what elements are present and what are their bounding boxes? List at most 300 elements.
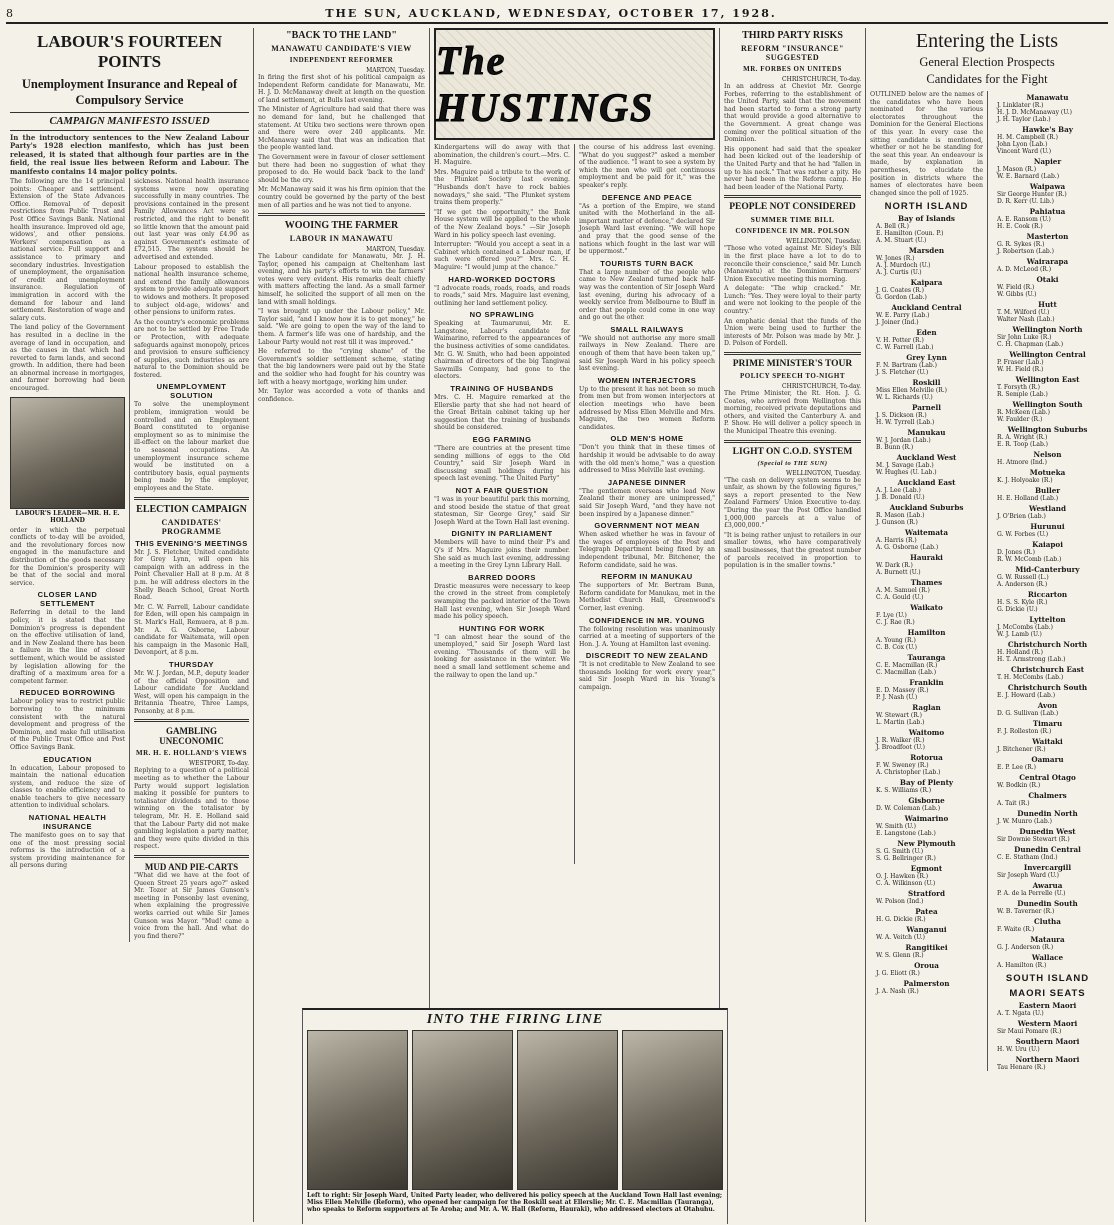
candidate-name: A. Anderson (R.) <box>997 581 1048 588</box>
body-paragraph: "I was brought up under the Labour policy," Mr. Taylor said, "and I know how it is to get money," he said. "We are going to open the way of the land to them. A farmer's life was one of hardship, and the Labour Party would not rest till it was improved." <box>258 308 425 346</box>
candidate-name: F. J. Rolleston (R.) <box>997 728 1052 735</box>
candidate-name: W. Smith (U.) <box>876 823 916 831</box>
subhead: (Special to THE SUN) <box>757 459 828 467</box>
region-heading-south: SOUTH ISLAND <box>1005 973 1090 984</box>
candidate-name: Sir Maui Pomare (R.) <box>997 1028 1062 1035</box>
candidate-name: D. R. Kerr (U. Lib.) <box>997 198 1054 205</box>
column-third-party <box>720 28 866 1222</box>
electorate-name: Mid-Canterbury <box>1015 565 1080 574</box>
candidate-name: C. J. Rae (R.) <box>876 619 915 627</box>
electorate-name: Wellington East <box>1015 375 1080 384</box>
electorate-name: Hawke's Bay <box>1022 125 1073 134</box>
candidate-name: G. W. Forbes (U.) <box>997 531 1049 538</box>
candidate-name: Tau Henare (R.) <box>997 1064 1046 1071</box>
ward-photo <box>307 1030 408 1190</box>
electorate-name: Raglan <box>912 703 941 713</box>
headline-prime-minister-tour: PRIME MINISTER'S TOUR <box>732 359 853 370</box>
candidate-name: V. H. Potter (R.) <box>876 337 924 345</box>
electorate-name: Lyttelton <box>1029 615 1066 624</box>
column-entering-lists <box>866 28 1108 1222</box>
section-heading: EDUCATION <box>43 754 92 764</box>
electorate-name: Eden <box>916 328 937 338</box>
candidate-name: D. G. Sullivan (Lab.) <box>997 710 1059 717</box>
column-labour-manifesto <box>6 28 254 1222</box>
body-paragraph: The Minister of Agriculture had said that there was no demand for land, but he challenged that statement. At Utiku two sections were thrown open and there were over 240 applicants. Mr. McManaway said that that was an indication that the people wanted land. <box>258 106 425 152</box>
candidate-name: C. A. Wilkinson (U.) <box>876 880 936 888</box>
body-paragraph: Interrupter: "Would you accept a seat in a Cabinet which contained a Labour man, if such were offered you?" Mrs. C. H. Maguire: "I would jump at the chance." <box>434 241 570 271</box>
electorate-name: Manawatu <box>1026 93 1069 102</box>
candidate-name: J. Bitchener (R.) <box>997 746 1046 753</box>
body-paragraph: The following resolution was unanimously carried at a meeting of supporters of the Hon. J. A. Young at Hamilton last evening. <box>579 625 715 648</box>
candidate-name: T. M. Wilford (U.) <box>997 309 1050 316</box>
headline-cod-system: LIGHT ON C.O.D. SYSTEM <box>732 446 853 457</box>
electorate-name: Thames <box>910 578 943 588</box>
candidate-name: H. W. Tyrrell (Lab.) <box>876 419 935 427</box>
subhead: MANAWATU CANDIDATE'S VIEW <box>271 44 412 53</box>
candidate-name: J. Linklater (R.) <box>997 102 1044 109</box>
candidate-name: F. N. Bartram (Lab.) <box>876 362 938 370</box>
electorate-list-north <box>870 214 983 995</box>
candidate-name: A. Harris (R.) <box>876 537 917 545</box>
candidate-name: A. M. Samuel (R.) <box>876 587 930 595</box>
candidate-name: J. G. Eliott (R.) <box>876 970 920 978</box>
headline-mud: MUD AND PIE-CARTS <box>144 862 239 872</box>
electorate-name: Dunedin North <box>1017 809 1078 818</box>
firing-line-section <box>302 1008 728 1224</box>
electorate-name: Wellington Central <box>1009 350 1086 359</box>
electorate-name: Awarua <box>1032 881 1063 890</box>
candidate-name: D. W. Coleman (Lab.) <box>876 805 941 813</box>
candidate-name: W. J. Lamb (U.) <box>997 631 1042 638</box>
candidate-name: R. Semple (Lab.) <box>997 391 1048 398</box>
electorate-name: Chalmers <box>1028 791 1067 800</box>
candidate-name: W. E. Barnard (Lab.) <box>997 173 1060 180</box>
electorate-name: Nelson <box>1033 450 1062 459</box>
hall-photo <box>622 1030 723 1190</box>
dateline: WELLINGTON, Tuesday. <box>786 238 861 246</box>
hustings-title: The HUSTINGS <box>436 38 655 130</box>
candidate-name: S. G. Smith (U.) <box>876 848 924 856</box>
photo-caption: LABOUR'S LEADER—MR. H. E. HOLLAND <box>15 509 120 524</box>
candidate-name: John Lyon (Lab.) <box>997 141 1048 148</box>
candidate-name: D. Jones (R.) <box>997 549 1035 556</box>
dateline: MARTON, Tuesday. <box>366 67 425 74</box>
body-paragraph: In an address at Cheviot Mr. George Forbes, referring to the establishment of the United Party, said that the movement had been started to form a strong party that would provide a good alternative to the Government. A great change was coming over the political situation of the Dominion. <box>724 83 861 144</box>
dateline: MARTON, Tuesday. <box>366 246 425 254</box>
section-heading: TOURISTS TURN BACK <box>600 258 694 268</box>
candidate-name: C. A. Gould (U.) <box>876 594 924 602</box>
candidate-name: J. Robertson (Lab.) <box>997 248 1055 255</box>
electorate-name: Napier <box>1033 157 1062 166</box>
electorate-name: Auckland East <box>897 478 956 488</box>
candidate-name: J. B. Donald (U.) <box>876 494 925 502</box>
candidate-name: Sir George Hunter (R.) <box>997 191 1067 198</box>
candidate-name: Sir Joseph Ward (U.) <box>997 872 1059 879</box>
page-number: 8 <box>6 6 14 20</box>
candidate-name: W. E. Parry (Lab.) <box>876 312 930 320</box>
body-paragraph: A delegate: "The whip cracked." Mr. Lunch: "Yes. They were loyal to their party and were not looking to the people of the country." <box>724 285 861 316</box>
candidate-name: F. Waite (R.) <box>997 926 1035 933</box>
candidate-name: C. W. Farrell (Lab.) <box>876 344 934 352</box>
electorate-name: Westland <box>1028 504 1067 513</box>
section-heading: EGG FARMING <box>472 435 532 444</box>
electorate-name: Grey Lynn <box>906 353 947 363</box>
candidate-name: P. A. de la Perrelle (U.) <box>997 890 1066 897</box>
section-heading: HUNTING FOR WORK <box>459 623 545 633</box>
headline-third-party: THIRD PARTY RISKS <box>742 30 843 41</box>
dateline: CHRISTCHURCH, To-day. <box>782 383 861 391</box>
electorate-name: Manukau <box>907 428 946 438</box>
candidate-name: W. J. Jordan (Lab.) <box>876 437 931 445</box>
body-paragraph: The Labour candidate for Manawatu, Mr. J. H. Taylor, opened his campaign at Cheltenham last evening, and his party's efforts to win the farmers' votes were very evident. His remarks dealt chiefly with matters affecting the land. As a small farmer himself, he solicited the support of all men on the land with small holdings. <box>258 253 425 306</box>
electorate-name: Hutt <box>1038 300 1057 309</box>
candidate-name: Sir John Luke (R.) <box>997 334 1052 341</box>
headline-election-campaign: ELECTION CAMPAIGN <box>136 503 247 515</box>
body-paragraph: "I advocate roads, roads, roads, and roads to roads," said Mrs. Maguire last evening, outlining her land settlement policy. <box>434 284 570 307</box>
firing-line-title: INTO THE FIRING LINE <box>426 1012 604 1027</box>
electorate-name: Otaki <box>1036 275 1059 284</box>
candidate-name: J. G. Coates (R.) <box>876 287 924 295</box>
electorate-name: Southern Maori <box>1015 1037 1080 1046</box>
section-heading: CLOSER LAND SETTLEMENT <box>37 590 98 609</box>
dateline: WELLINGTON, Tuesday. <box>786 469 861 477</box>
electorate-name: Wanganui <box>906 925 947 935</box>
section-heading: REFORM IN MANUKAU <box>601 572 693 582</box>
section-heading: WOMEN INTERJECTORS <box>597 375 697 385</box>
body-paragraph: "The gentlemen overseas who lead New Zealand their money are unimpressed," said Sir Joseph Ward, "and they have not been inspired by a Japanese dinner." <box>579 487 715 518</box>
candidate-name: C. E. Macmillan (R.) <box>876 662 938 670</box>
candidate-name: H. E. Holland (Lab.) <box>997 495 1059 502</box>
candidate-name: W. Jones (R.) <box>876 255 915 263</box>
candidate-name: G. R. Sykes (R.) <box>997 241 1045 248</box>
paper-title-line: THE SUN, AUCKLAND, WEDNESDAY, OCTOBER 17, 1928. <box>325 6 777 20</box>
headline-back-to-land: "BACK TO THE LAND" <box>286 30 397 41</box>
body-paragraph: Replying to a question of a political meeting as to whether the Labour Party would support legislation making it possible for punters to totalisator dividends and to those winning on the totalisator by telegram, Mr. H. E. Holland said that the Labour Party did not make gambling legislation a party matter, and they were quite divided in this respect. <box>134 767 249 851</box>
electorate-name: Christchurch East <box>1010 665 1085 674</box>
candidate-name: E. J. Howard (Lab.) <box>997 692 1056 699</box>
candidate-name: H. Atmore (Ind.) <box>997 459 1047 466</box>
section-heading: THIS EVENING'S MEETINGS <box>135 538 248 548</box>
candidate-name: E. D. Massey (R.) <box>876 687 929 695</box>
candidate-name: A. E. Ransom (U.) <box>997 216 1051 223</box>
headline-entering-lists: Entering the Lists <box>915 30 1059 52</box>
candidate-name: A. Tait (R.) <box>997 800 1030 807</box>
candidate-name: J. S. Fletcher (U.) <box>876 369 929 377</box>
electorate-name: Mataura <box>1030 935 1065 944</box>
electorate-name: Wellington Suburbs <box>1007 425 1088 434</box>
candidate-name: J. A. Nash (R.) <box>876 988 919 996</box>
macmillan-photo <box>517 1030 618 1190</box>
electorate-name: Oroua <box>914 961 939 971</box>
subhead: CANDIDATES' PROGRAMME <box>161 517 222 536</box>
body-paragraph: Drastic measures were necessary to keep the crowd in the street from completely swamping the packed interior of the Town Hall last evening, when Sir Joseph Ward made his policy speech. <box>434 582 570 621</box>
body-paragraph: The Prime Minister, the Rt. Hon. J. G. Coates, who arrived from Wellington this morning, received private deputations and others, and visited the Canterbury A. and P. Show. He will deliver a policy speech in the Municipal Theatre this evening. <box>724 390 861 435</box>
headline-people-not-considered: PEOPLE NOT CONSIDERED <box>729 202 856 213</box>
body-paragraph: Referring in detail to the land policy, it is stated that the Dominion's progress is dependent on the effective utilisation of land, and in New Zealand there has been a failure in the line of closer settlement, which would be assisted by legislation allowing for the drafting of a maximum area for a competent farmer. <box>10 609 125 685</box>
body-paragraph: "The cash on delivery system seems to be unfair, as shown by the following figures," says a report presented to the New Zealand Farmers' Union Executive to-day. "During the year the Post Office handled 1,000,000 parcels at a value of £3,000,000." <box>724 476 861 530</box>
electorate-name: Hamilton <box>907 628 946 638</box>
section-heading: OLD MEN'S HOME <box>610 434 684 444</box>
hustings-banner <box>434 28 715 140</box>
subhead: LABOUR IN MANAWATU <box>289 234 394 244</box>
candidate-name: W. Field (R.) <box>997 284 1035 291</box>
candidate-name: W. L. Richards (U.) <box>876 394 933 402</box>
electorate-name: Waikato <box>910 603 943 613</box>
electorate-name: Franklin <box>909 678 944 688</box>
candidate-name: W. A. Veitch (U.) <box>876 934 925 942</box>
candidate-name: A. Christopher (Lab.) <box>876 769 941 777</box>
candidate-name: B. Bunn (R.) <box>876 444 914 452</box>
body-paragraph: Mr. W. J. Jordan, M.P., deputy leader of the official Opposition and Labour candidate for Auckland West, will open his campaign in the Britannia Theatre, Three Lamps, Ponsonby, at 8 p.m. <box>134 669 249 715</box>
subhead: MR. FORBES ON UNITEDS <box>743 65 842 73</box>
body-paragraph: That a large number of the people who came to New Zealand turned back half-way was the contention of Sir Joseph Ward last evening, during his advocacy of a weekly service from Melbourne to Bluff in order that people could come in one way and go out the other. <box>579 268 715 322</box>
candidate-name: Walter Nash (Lab.) <box>997 316 1055 323</box>
subhead: MR. H. E. HOLLAND'S VIEWS <box>136 749 247 758</box>
subhead-labour: Unemployment Insurance and Repeal of Compulsory Service <box>21 77 238 107</box>
body-paragraph: The supporters of Mr. Bertram Bunn, Reform candidate for Manukau, met in the Methodist Church Hall, Greenwood's Corner, last evening. <box>579 582 715 612</box>
candidate-name: H. Holland (R.) <box>997 649 1044 656</box>
body-paragraph: Mrs. Maguire paid a tribute to the work of the Plunket Society last evening. "Husbands don't have to rock babies nowadays," she said. "The Plunket system trains them properly." <box>434 168 570 207</box>
region-heading-maori: MAORI SEATS <box>1009 988 1086 999</box>
candidate-name: G. J. Anderson (R.) <box>997 944 1054 951</box>
body-paragraph: In firing the first shot of his political campaign as Independent Reform candidate for Manawatu, Mr. H. J. D. McManaway dwelt at length on the question of land settlement, at Bulls last evening. <box>258 74 425 104</box>
electorate-name: Waitaki <box>1032 737 1063 746</box>
section-heading: UNEMPLOYMENT SOLUTION <box>156 382 227 401</box>
body-paragraph: The following are the 14 principal points: Cheaper and settlement. Extension of the State Advances Office. Removal of deposit restrictions from Public Trust and Post Office Savings Bank. National health insurance. Improved old age, widows', and other pensions. Workers' compensation as a national service. Full support and assistance to primary and secondary industries. Investigation of unemployment, the organisation of credit and unemployment insurance. Regulation of immigration in accord with the demand for labour and land settlement. Restoration of wage and salary cuts. <box>10 178 125 322</box>
newspaper-page <box>6 4 1108 1222</box>
candidate-name: H. W. Uru (U.) <box>997 1046 1040 1053</box>
electorate-name: Waitemata <box>905 528 948 538</box>
candidate-name: A. G. Osborne (Lab.) <box>876 544 939 552</box>
electorate-name: Hauraki <box>910 553 943 563</box>
electorate-name: Invercargill <box>1023 863 1072 872</box>
body-paragraph: Mr. J. S. Fletcher, United candidate for Grey Lynn, will open his campaign with an address in the Point Chevalier Hall at 8 p.m. At 8 p.m. he will address electors in the Shelly Beach School, Great North Road. <box>134 548 249 602</box>
candidate-name: P. J. Nash (U.) <box>876 694 918 702</box>
candidate-name: C. E. Statham (Ind.) <box>997 854 1058 861</box>
electorate-name: Wellington South <box>1012 400 1083 409</box>
candidate-name: A. Hamilton (R.) <box>997 962 1047 969</box>
body-paragraph: "I was in your beautiful park this morning, and stood beside the statue of that great statesman, Sir George Grey," said Sir Joseph Ward at the Town Hall last evening. <box>434 495 570 526</box>
candidate-name: J. Mason (R.) <box>997 166 1037 173</box>
electorate-name: Waimarino <box>904 814 949 824</box>
headline-wooing-farmer: WOOING THE FARMER <box>284 220 399 232</box>
candidate-name: A. Bell (R.) <box>876 223 909 231</box>
candidate-name: W. Stewart (R.) <box>876 712 923 720</box>
electorate-name: Roskill <box>912 378 941 388</box>
electorate-list-maori <box>991 1001 1104 1071</box>
section-heading: GOVERNMENT NOT MEAN <box>594 521 700 531</box>
firing-line-caption: Left to right: Sir Joseph Ward, United Party leader, who delivered his policy speech at the Auckland Town Hall last evening; Miss Ellen Melville (Reform), who opened her campaign for the Roskill seat at Ellerslie; Mr. C. E. Macmillan (Tauranga), who speaks to Reform supporters at Te Aroha; and Mr. A. W. Hall (Reform, Hauraki), who addressed electors at Otahuhu. <box>307 1192 723 1213</box>
electorate-name: Avon <box>1037 701 1058 710</box>
section-heading: BARRED DOORS <box>468 572 536 582</box>
body-paragraph: Mrs. C. H. Maguire remarked at the Ellerslie party that she had not heard of the Great Britain cabinet taking up her suggestion that the training of husbands should be considered. <box>434 394 570 432</box>
body-paragraph: Kindergartens will do away with that abomination, the children's court.—Mrs. C. H. Maguire. <box>434 144 570 167</box>
candidate-name: J. Joiner (Ind.) <box>876 319 919 327</box>
body-paragraph: Mr. C. W. Farrell, Labour candidate for Eden, will open his campaign in St. Mark's Hall, Remuera, at 8 p.m. Mr. A. G. Osborne, Labour candidate for Waitemata, will open his campaign in the Masonic Hall, Devonport, at 8 p.m. <box>134 603 249 657</box>
electorate-name: Western Maori <box>1017 1019 1078 1028</box>
section-heading: CONFIDENCE IN MR. YOUNG <box>589 615 705 625</box>
body-paragraph: Members will have to mind their P's and Q's if Mrs. Maguire joins their number. She said as much last evening, addressing a meeting in the Grey Lynn Library Hall. <box>434 539 570 570</box>
body-paragraph: Labour proposed to establish the national health insurance scheme, and extend the family allowances system to provide adequate support to widows and mothers. It proposed to subject old-age, widows' and other pensions to uniform rates. <box>134 263 249 317</box>
body-paragraph: "There are countries at the present time sending millions of eggs to the Old Country," said Sir Joseph Ward in discussing small holdings during his speech last evening. "The United Party" <box>434 445 570 483</box>
candidate-name: J. H. Taylor (Lab.) <box>997 116 1051 123</box>
candidate-name: S. G. Bellringer (R.) <box>876 855 936 863</box>
electorate-name: Auckland Central <box>891 303 962 313</box>
section-heading: NO SPRAWLING <box>469 310 535 320</box>
candidate-name: K. J. Holyoake (R.) <box>997 477 1053 484</box>
section-heading: REDUCED BORROWING <box>19 688 116 698</box>
candidate-name: W. Dark (R.) <box>876 562 913 570</box>
candidate-name: G. Gordon (Lab.) <box>876 294 927 302</box>
electorate-name: Dunedin West <box>1019 827 1076 836</box>
candidate-name: J. O'Brien (Lab.) <box>997 513 1046 520</box>
candidate-name: J. Broadfoot (U.) <box>876 744 925 752</box>
candidate-name: Miss Ellen Melville (R.) <box>876 387 947 395</box>
dateline: CHRISTCHURCH, To-day. <box>782 76 861 83</box>
candidate-name: A. Young (R.) <box>876 637 916 645</box>
candidate-name: M. J. Savage (Lab.) <box>876 462 934 470</box>
region-heading-north: NORTH ISLAND <box>884 201 969 213</box>
candidate-name: A. D. McLeod (R.) <box>997 266 1052 273</box>
body-paragraph: He referred to the "crying shame" of the Government's soldier settlement scheme, stating that the big landowners were paid out by the State and the soldier who had fought for his country was left with a heavy mortgage, working him under. <box>258 348 425 386</box>
headline-labour: LABOUR'S FOURTEEN POINTS <box>36 32 223 71</box>
candidate-name: Sir Downie Stewart (R.) <box>997 836 1070 843</box>
candidate-name: A. M. Stuart (U.) <box>876 237 927 245</box>
candidate-name: G. W. Russell (L.) <box>997 574 1049 581</box>
candidate-name: K. S. Williams (R.) <box>876 787 932 795</box>
candidate-name: T. Forsyth (R.) <box>997 384 1041 391</box>
body-paragraph: "We should not authorise any more small railways in New Zealand. There are enough of them that have been taken up," said Sir Joseph Ward in his policy speech last evening. <box>579 334 715 373</box>
electorate-name: Rangitikei <box>905 943 948 953</box>
electorate-name: Timaru <box>1032 719 1063 728</box>
body-paragraph: His opponent had said that the speaker had been kicked out of the leadership of the United Party and that he had "fallen in up to his neck." That was rather a pity. He never had been in the Reform camp. He had been leader of the National Party. <box>724 145 861 191</box>
candidate-name: J. Gunson (R.) <box>876 519 918 527</box>
body-paragraph: "I can almost hear the sound of the unemployed," said Sir Joseph Ward last evening. "Thousands of them will be looking for assistance in the winter. We need a small land settlement scheme and the railway to open the land up." <box>434 633 570 679</box>
candidate-name: W. S. Glenn (R.) <box>876 952 924 960</box>
body-paragraph: Speaking at Taumarunui, Mr. E. Langstone, Labour's candidate for Waimarino, referred to the appearances of the business activities of some candidates. Mr. G. W. Smith, who had been appointed chairman of directors of the big Tangiwai Sawmills Company, had gone to the electors. <box>434 320 570 381</box>
electorate-name: Central Otago <box>1019 773 1076 782</box>
electorate-name: New Plymouth <box>897 839 956 849</box>
candidate-name: J. S. Dickson (R.) <box>876 412 927 420</box>
electorate-name: Clutha <box>1034 917 1061 926</box>
candidate-name: H. J. D. McManaway (U.) <box>997 109 1072 116</box>
section-heading: THURSDAY <box>169 659 214 669</box>
candidate-name: C. Macmillan (Lab.) <box>876 669 937 677</box>
body-paragraph: To solve the unemployment problem, immigration would be controlled and an Employment Board constituted to organise employment so as to minimise the ill-effect on the labour market due to seasonal occupations. An unemployment insurance scheme would be instituted on a contributory basis, equal payments being made by the employer, employees and the State. <box>134 401 249 492</box>
candidate-name: T. H. McCombs (Lab.) <box>997 674 1064 681</box>
candidate-name: E. P. Lee (R.) <box>997 764 1036 771</box>
candidate-name: G. Dickie (U.) <box>997 606 1038 613</box>
masthead <box>6 4 1108 24</box>
headline-gambling: GAMBLING UNECONOMIC <box>159 726 224 747</box>
section-heading: NATIONAL HEALTH INSURANCE <box>28 813 107 832</box>
kicker-labour: CAMPAIGN MANIFESTO ISSUED <box>49 116 210 127</box>
subhead: Candidates for the Fight <box>926 72 1048 86</box>
electorate-name: Wellington North <box>1012 325 1083 334</box>
body-paragraph: "What did we have at the foot of Queen Street 25 years ago?" asked Mr. Tozer at Sir James Gunson's meeting in Ponsonby last evening, when explaining the progressive works carried out while Sir James Gunson was Mayor. "Mud! came a voice from the hall. And what do you find there?" <box>134 872 249 940</box>
body-paragraph: An emphatic denial that the funds of the Union were being used to further the interests of Mr. Polson was made by Mr. J. D. Polson of Fordell. <box>724 317 861 348</box>
candidate-name: C. B. Cox (U.) <box>876 644 918 652</box>
electorate-name: Wairarapa <box>1026 257 1069 266</box>
section-heading: DISCREDIT TO NEW ZEALAND <box>585 651 709 661</box>
candidate-name: H. G. Dickie (R.) <box>876 916 926 924</box>
body-paragraph: The manifesto goes on to say that one of the most pressing social reforms is the introduction of a system providing maintenance for all persons during <box>10 832 125 870</box>
electorate-name: Kaiapoi <box>1032 540 1063 549</box>
subhead: SUMMER TIME BILL <box>750 215 835 225</box>
section-heading: SMALL RAILWAYS <box>610 324 684 334</box>
section-heading: JAPANESE DINNER <box>607 477 687 487</box>
electorate-name: Gisborne <box>908 796 945 806</box>
body-paragraph: "As a portion of the Empire, we stand united with the Motherland in the all-important matter of defence," declared Sir Joseph Ward last evening. "We will hope and pray that the good sense of the nations which fought in the last war will be uppermost." <box>579 202 715 256</box>
candidate-name: A. J. Curtis (U.) <box>876 269 922 277</box>
electorate-name: Kaipara <box>910 278 943 288</box>
electorate-name: Auckland West <box>896 453 957 463</box>
melville-photo <box>412 1030 513 1190</box>
electorate-name: Bay of Plenty <box>899 778 954 788</box>
electorate-name: Buller <box>1034 486 1061 495</box>
candidate-name: H. T. Armstrong (Lab.) <box>997 656 1066 663</box>
body-paragraph: Mr. Taylor was accorded a vote of thanks and confidence. <box>258 388 425 403</box>
candidate-name: J. W. Munro (Lab.) <box>997 818 1052 825</box>
body-paragraph: the course of his address last evening. "What do you suggest?" asked a member of the audience. "I want to see a system by which the men who will get continuous employment and be paid for it," was the speaker's reply. <box>579 144 715 189</box>
candidate-name: P. Fraser (Lab.) <box>997 359 1044 366</box>
electorate-name: Waitomo <box>908 728 945 738</box>
electorate-name: Tauranga <box>907 653 946 663</box>
candidate-name: J. R. Walker (R.) <box>876 737 925 745</box>
electorate-name: Northern Maori <box>1015 1055 1080 1064</box>
section-heading: DEFENCE AND PEACE <box>601 192 693 202</box>
candidate-name: W. Bodkin (R.) <box>997 782 1041 789</box>
section-heading: TRAINING OF HUSBANDS <box>450 384 554 394</box>
electorate-name: Motueka <box>1029 468 1066 477</box>
body-paragraph: The land policy of the Government has resulted in a decline in the average of land in occupation, and as the causes in that which had reverted to farm lands, and second growth. In addition, there had been an abnormal increase in mortgages, and farmer borrowing had been encouraged. <box>10 324 125 393</box>
candidate-name: R. A. Wright (R.) <box>997 434 1048 441</box>
electorate-name: Masterton <box>1026 232 1069 241</box>
body-paragraph: order in which the perpetual conflicts of to-day will be avoided, and the revolutionary forces now engaged in the manufacture and distribution of the goods necessary for the Dominion's prosperity will be that of the social and moral service. <box>10 526 125 587</box>
electorate-name: Marsden <box>908 246 945 256</box>
section-heading: DIGNITY IN PARLIAMENT <box>451 529 553 539</box>
candidate-name: W. Hughes (U. Lab.) <box>876 469 937 477</box>
candidate-name: A. J. Lee (Lab.) <box>876 487 921 495</box>
candidate-name: F. W. Sweney (R.) <box>876 762 929 770</box>
body-paragraph: The Government were in favour of closer settlement but there had been no suggestion of what they proposed to do. He would back 'back to the land' should be the cry. <box>258 153 425 184</box>
electorate-name: Dunedin South <box>1017 899 1078 908</box>
candidate-name: H. S. S. Kyle (R.) <box>997 599 1048 606</box>
candidate-name: H. E. Cook (R.) <box>997 223 1043 230</box>
electorate-name: Christchurch South <box>1007 683 1088 692</box>
candidate-name: W. H. Field (R.) <box>997 366 1044 373</box>
electorate-name: Bay of Islands <box>898 214 955 224</box>
candidate-name: R. McKeen (Lab.) <box>997 409 1051 416</box>
candidate-name: C. H. Chapman (Lab.) <box>997 341 1064 348</box>
electorate-name: Riccarton <box>1027 590 1068 599</box>
body-paragraph: "Don't you think that in these times of hardship it would be advisable to do away with the old men's home," was a question addressed to Miss Melville last evening. <box>579 444 715 475</box>
candidate-name: R. W. McComb (Lab.) <box>997 556 1062 563</box>
candidate-name: O. J. Hawken (R.) <box>876 873 929 881</box>
electorate-name: Eastern Maori <box>1018 1001 1077 1010</box>
body-paragraph: When asked whether he was in favour of the wages of employees of the Post and Telegraph Department being fixed by an independent tribunal, Mr. Bitchener, the Reform candidate, said he was. <box>579 531 715 569</box>
candidate-name: E. R. Toop (Lab.) <box>997 441 1049 448</box>
candidate-name: R. Mason (Lab.) <box>876 512 925 520</box>
candidate-name: W. Gibbs (U.) <box>997 291 1037 298</box>
body-paragraph: Up to the present it has not been so much from men but from women interjectors at election meetings who have been addressed by Miss Ellen Melville and Mrs. Maguire, the two women Reform candidates. <box>579 385 715 431</box>
body-paragraph: "It is being rather unjust to retailers in our smaller towns, who have comparatively small businesses, that the greatest number of parcels received in proportion to population is in the smaller towns." <box>724 531 861 570</box>
candidate-name: Vincent Ward (U.) <box>997 148 1052 155</box>
electorate-name: Oamaru <box>1031 755 1064 764</box>
candidate-name: J. McCombs (Lab.) <box>997 624 1053 631</box>
electorate-name: Waipawa <box>1029 182 1066 191</box>
electorate-name: Dunedin Central <box>1014 845 1081 854</box>
